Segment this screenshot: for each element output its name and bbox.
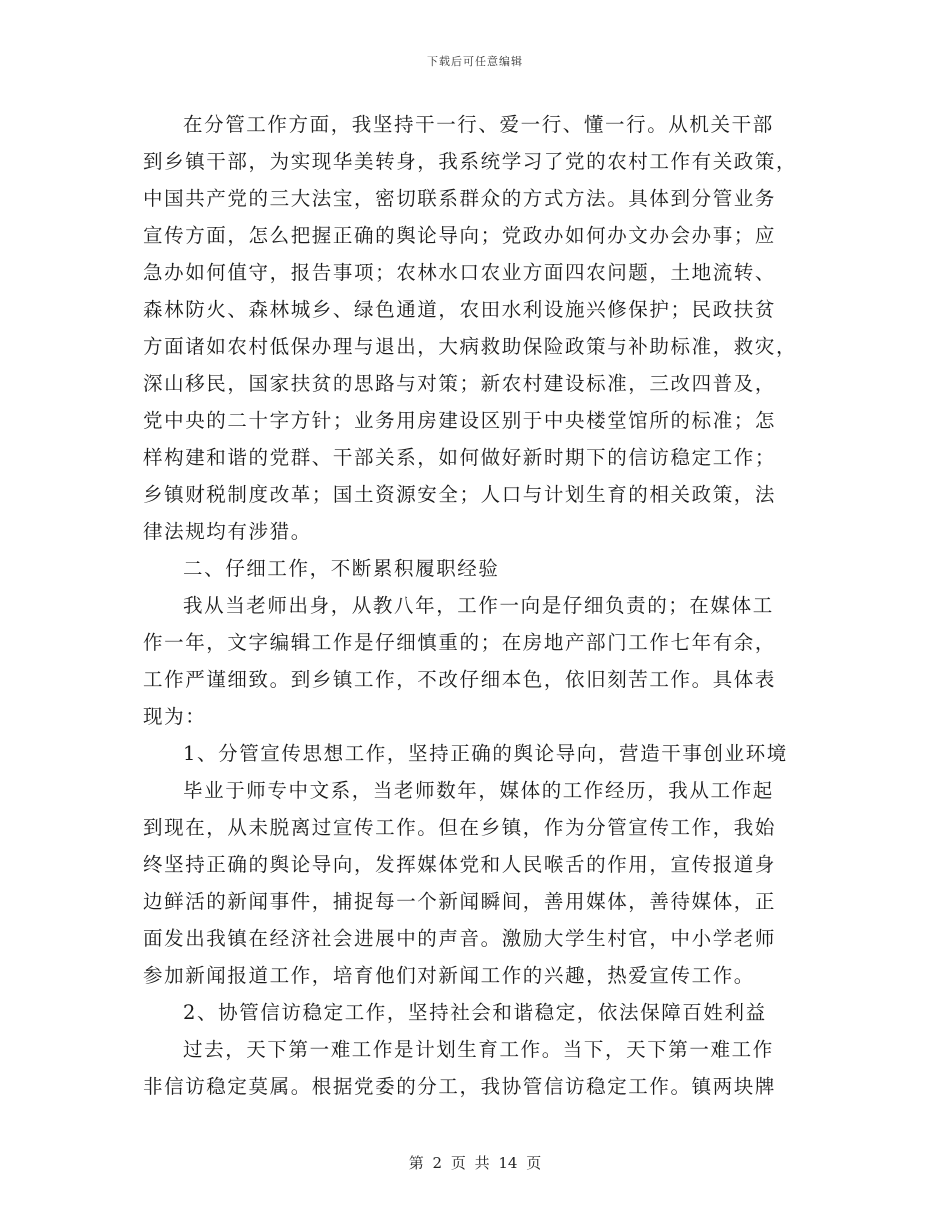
text-line: 我从当老师出身，从教八年，工作一向是仔细负责的；在媒体工 bbox=[183, 594, 774, 617]
text-line: 现为： bbox=[143, 705, 207, 728]
subsection-heading: 1、分管宣传思想工作，坚持正确的舆论导向，营造干事创业环境 bbox=[183, 742, 788, 765]
subsection-heading: 2、协管信访稳定工作，坚持社会和谐稳定，依法保障百姓利益 bbox=[183, 1001, 767, 1024]
page-header: 下载后可任意编辑 bbox=[427, 55, 523, 68]
text-line: 样构建和谐的党群、干部关系，如何做好新时期下的信访稳定工作； bbox=[143, 446, 777, 469]
text-line: 急办如何值守，报告事项；农林水口农业方面四农问题，土地流转、 bbox=[143, 261, 777, 284]
section-heading: 二、仔细工作，不断累积履职经验 bbox=[183, 557, 500, 580]
text-line: 森林防火、森林城乡、绿色通道，农田水利设施兴修保护；民政扶贫 bbox=[143, 298, 777, 321]
page-footer: 第 2 页 共 14 页 bbox=[408, 1154, 542, 1172]
text-line: 作一年，文字编辑工作是仔细慎重的；在房地产部门工作七年有余， bbox=[143, 631, 777, 654]
text-line: 在分管工作方面，我坚持干一行、爱一行、懂一行。从机关干部 bbox=[183, 113, 774, 136]
text-line: 毕业于师专中文系，当老师数年，媒体的工作经历，我从工作起 bbox=[183, 779, 774, 802]
text-line: 工作严谨细致。到乡镇工作，不改仔细本色，依旧刻苦工作。具体表 bbox=[143, 668, 777, 691]
text-line: 终坚持正确的舆论导向，发挥媒体党和人民喉舌的作用，宣传报道身 bbox=[143, 853, 777, 876]
text-line: 非信访稳定莫属。根据党委的分工，我协管信访稳定工作。镇两块牌 bbox=[143, 1075, 777, 1098]
text-line: 方面诸如农村低保办理与退出，大病救助保险政策与补助标准，救灾， bbox=[143, 335, 798, 358]
text-line: 乡镇财税制度改革；国土资源安全；人口与计划生育的相关政策，法 bbox=[143, 483, 777, 506]
text-line: 中国共产党的三大法宝，密切联系群众的方式方法。具体到分管业务 bbox=[143, 187, 777, 210]
text-line: 律法规均有涉猎。 bbox=[143, 520, 312, 543]
text-line: 过去，天下第一难工作是计划生育工作。当下，天下第一难工作 bbox=[183, 1038, 774, 1061]
text-line: 党中央的二十字方针；业务用房建设区别于中央楼堂馆所的标准；怎 bbox=[143, 409, 777, 432]
text-line: 边鲜活的新闻事件，捕捉每一个新闻瞬间，善用媒体，善待媒体，正 bbox=[143, 890, 777, 913]
text-line: 到现在，从未脱离过宣传工作。但在乡镇，作为分管宣传工作，我始 bbox=[143, 816, 777, 839]
text-line: 深山移民，国家扶贫的思路与对策；新农村建设标准，三改四普及， bbox=[143, 372, 777, 395]
text-line: 面发出我镇在经济社会进展中的声音。激励大学生村官，中小学老师 bbox=[143, 927, 777, 950]
text-line: 宣传方面，怎么把握正确的舆论导向；党政办如何办文办会办事；应 bbox=[143, 224, 777, 247]
text-line: 参加新闻报道工作，培育他们对新闻工作的兴趣，热爱宣传工作。 bbox=[143, 964, 755, 987]
text-line: 到乡镇干部，为实现华美转身，我系统学习了党的农村工作有关政策， bbox=[143, 150, 798, 173]
